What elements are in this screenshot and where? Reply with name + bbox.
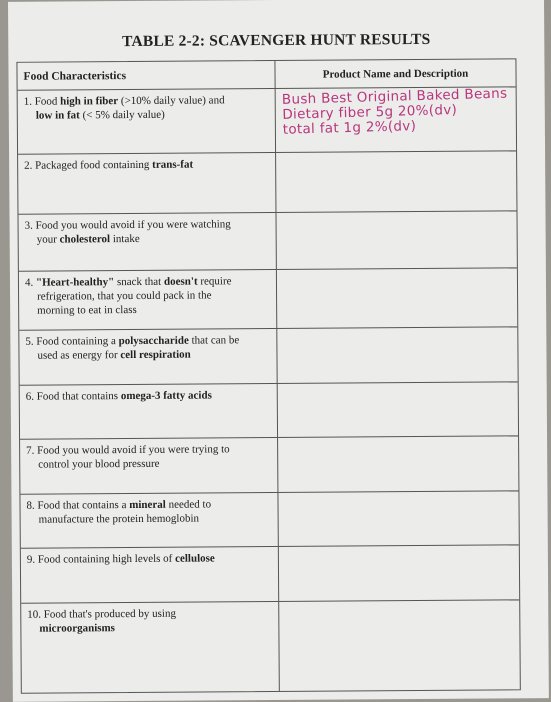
row-10-answer-cell[interactable] <box>279 600 520 691</box>
handwritten-answer <box>276 82 517 138</box>
row-2-characteristic: 2. Packaged food containing trans-fat <box>18 153 276 214</box>
row-8-characteristic: 8. Food that contains a mineral needed to manufacture the protein hemoglobin <box>20 493 278 548</box>
row-1-answer-cell[interactable] <box>276 87 516 152</box>
row-5-answer-cell[interactable] <box>277 327 517 383</box>
header-product-name: Product Name and Description <box>322 67 469 81</box>
answer-line-fat: total fat 1g 2%(dv) <box>282 118 417 138</box>
row-9-answer-cell[interactable] <box>279 545 519 601</box>
row-2-answer-cell[interactable] <box>276 151 516 212</box>
header-food-characteristics: Food Characteristics <box>17 61 275 90</box>
row-9-characteristic: 9. Food containing high levels of cellulose <box>21 547 279 603</box>
table-row <box>19 268 517 330</box>
row-1-characteristic: 1. Food high in fiber (>10% daily value) and low in fat (< 5% daily value) <box>18 89 276 154</box>
table-row <box>20 436 518 494</box>
table-row <box>21 600 520 692</box>
row-4-answer-cell[interactable] <box>277 268 517 328</box>
table-title: TABLE 2-2: SCAVENGER HUNT RESULTS <box>122 30 431 51</box>
table-row <box>19 327 517 385</box>
table-row <box>18 211 516 271</box>
scavenger-hunt-table <box>16 58 520 693</box>
table-row <box>18 151 516 214</box>
table-row <box>18 87 516 154</box>
row-3-characteristic: 3. Food you would avoid if you were watching your cholesterol intake <box>18 213 276 271</box>
row-4-characteristic: 4. "Heart-healthy" snack that doesn't require refrigeration, that you could pack in the morning to eat in class <box>19 270 277 330</box>
row-6-answer-cell[interactable] <box>278 382 518 437</box>
table-row <box>20 491 518 548</box>
row-5-characteristic: 5. Food containing a polysaccharide that can be used as energy for cell respiration <box>19 329 277 385</box>
answer-line-fiber: Dietary fiber 5g 20%(dv) <box>282 101 458 123</box>
row-10-characteristic: 10. Food that's produced by using microorganisms <box>21 602 280 693</box>
answer-line-product: Bush Best Original Baked Beans <box>281 85 508 108</box>
table-row <box>21 545 519 603</box>
row-6-characteristic: 6. Food that contains omega-3 fatty acids <box>20 384 278 439</box>
row-8-answer-cell[interactable] <box>278 491 518 546</box>
row-3-answer-cell[interactable] <box>276 211 516 269</box>
table-row <box>20 382 518 439</box>
worksheet-page <box>8 0 549 702</box>
row-7-answer-cell[interactable] <box>278 436 518 492</box>
row-7-characteristic: 7. Food you would avoid if you were trying to control your blood pressure <box>20 438 278 494</box>
